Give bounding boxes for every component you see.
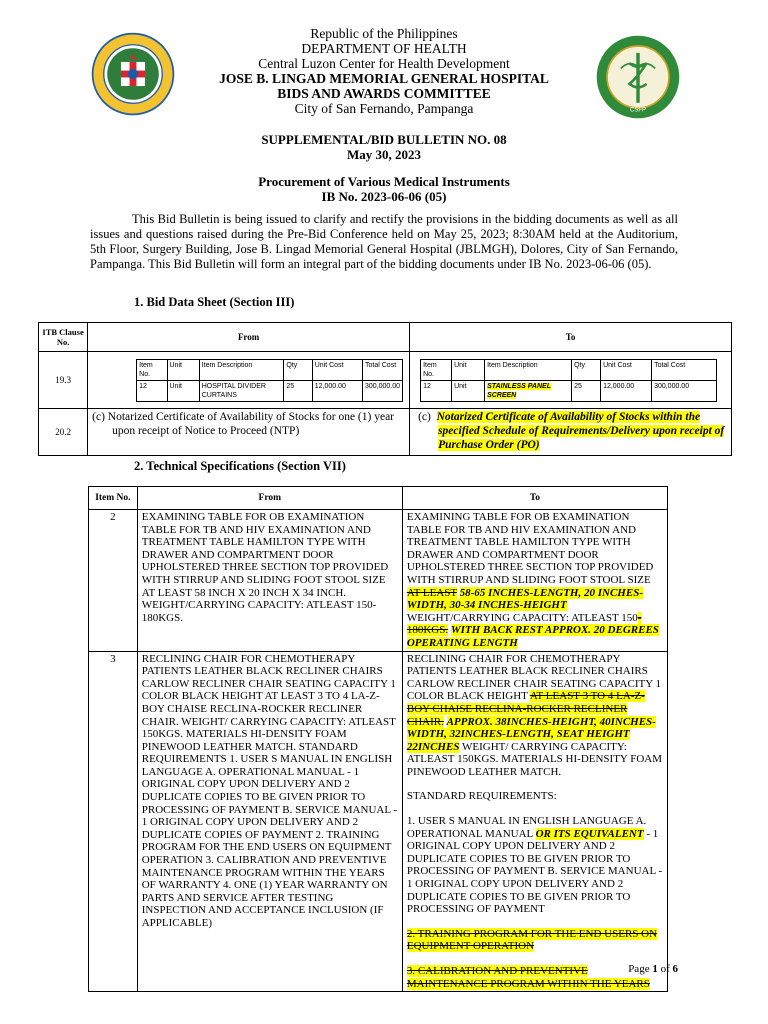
inner-header-item: Item No.	[137, 360, 167, 381]
inner-header-row	[421, 360, 717, 381]
inner-cell: 25	[572, 381, 601, 402]
inner-header-qty: Qty	[572, 360, 601, 381]
from-cell-text: EXAMINING TABLE FOR OB EXAMINATION TABLE FOR TB AND HIV EXAMINATION AND TREATMENT TABLE HAMILTON TYPE WITH DRAWER AND COMPARTMENT DOOR UPHOLSTERED THREE SECTION TOP PROVIDED WITH STIRRUP AND SLIDING FOOT STOOL SIZE AT LEAST 58 INCH X 20 INCH X 34 INCH. WEIGHT/CARRYING CAPACITY: ATLEAST 150-180KGS.	[137, 510, 402, 652]
header-to: To	[402, 487, 667, 510]
inserted-text: OR ITS EQUIVALENT	[535, 827, 644, 840]
table-header-row	[89, 487, 668, 510]
inner-cell: Unit	[452, 381, 485, 402]
section1-heading: 1. Bid Data Sheet (Section III)	[134, 295, 295, 309]
inner-cell: 300,000.00	[363, 381, 403, 402]
inner-cell: 300,000.00	[652, 381, 717, 402]
header-from: From	[88, 323, 410, 352]
from-item-table	[136, 359, 403, 402]
header-bac: BIDS AND AWARDS COMMITTEE	[277, 86, 491, 101]
text-run: EXAMINING TABLE FOR OB EXAMINATION TABLE FOR TB AND HIV EXAMINATION AND TREATMENT TABLE HAMILTON TYPE WITH DRAWER AND COMPARTMENT DOOR UPHOLSTERED THREE SECTION TOP PROVIDED WITH STIRRUP AND SLIDING FOOT STOOL SIZE	[406, 511, 654, 586]
inner-row	[421, 381, 717, 402]
highlighted-change: Notarized Certificate of Availability of Stocks within the specified Schedule of Requirements/Delivery upon receipt of Purchase Order (PO)	[436, 411, 725, 451]
to-prefix: (c)	[418, 411, 431, 423]
to-item-table	[420, 359, 717, 402]
deleted-text: 2. TRAINING PROGRAM FOR THE END USERS ON EQUIPMENT OPERATION	[406, 927, 658, 953]
page-number: 1	[652, 963, 658, 975]
inner-header-unit-cost: Unit Cost	[601, 360, 652, 381]
deleted-text: 3. CALIBRATION AND PREVENTIVE MAINTENANCE PROGRAM WITHIN THE YEARS	[406, 965, 650, 990]
inner-header-unit: Unit	[167, 360, 199, 381]
item-no-cell: 2	[89, 510, 138, 652]
text-run: RECLINING CHAIR FOR CHEMOTHERAPY PATIENTS LEATHER BLACK RECLINER CHAIRS CARLOW RECLINER CHAIR SEATING CAPACITY 1 COLOR BLACK HEIGHT	[406, 652, 661, 703]
inner-cell: HOSPITAL DIVIDER CURTAINS	[199, 381, 284, 402]
from-cell	[88, 352, 410, 409]
page-of: of	[660, 963, 670, 975]
to-cell-text	[402, 651, 667, 992]
text-run: WEIGHT/CARRYING CAPACITY: ATLEAST 150	[406, 611, 638, 624]
subject-block	[0, 174, 768, 204]
seal-bottom-text: CSFP	[629, 107, 647, 114]
inner-header-item: Item No.	[421, 360, 452, 381]
deleted-text: AT LEAST	[406, 586, 457, 599]
inner-header-total-cost: Total Cost	[652, 360, 717, 381]
clause-cell: 20.2	[39, 409, 88, 456]
header-republic: Republic of the Philippines	[310, 26, 458, 41]
inserted-text: APPROX. 38INCHES-HEIGHT, 40INCHES-WIDTH, 32INCHES-LENGTH, SEAT HEIGHT 22INCHES	[406, 715, 656, 753]
highlighted-description: STAINLESS PANEL SCREEN	[487, 383, 551, 399]
inner-cell: Unit	[167, 381, 199, 402]
table-row	[39, 409, 732, 456]
header-item-no: Item No.	[89, 487, 138, 510]
table-row	[39, 352, 732, 409]
inner-header-description: Item Description	[199, 360, 284, 381]
section2-heading: 2. Technical Specifications (Section VII)	[134, 459, 346, 473]
inner-header-unit: Unit	[452, 360, 485, 381]
header-city: City of San Fernando, Pampanga	[294, 101, 474, 116]
item-no-cell: 3	[89, 651, 138, 992]
bulletin-title: SUPPLEMENTAL/BID BULLETIN NO. 08	[261, 132, 507, 147]
header-center: Central Luzon Center for Health Development	[258, 56, 510, 71]
page-total: 6	[672, 963, 678, 975]
to-cell	[410, 352, 732, 409]
inner-header-total-cost: Total Cost	[363, 360, 403, 381]
inner-cell: 12	[421, 381, 452, 402]
inner-cell-highlight	[485, 381, 572, 402]
inner-cell: 25	[284, 381, 312, 402]
inserted-text: 58-65 INCHES-LENGTH, 20 INCHES-WIDTH, 30-34 INCHES-HEIGHT	[406, 586, 643, 612]
subject-title: Procurement of Various Medical Instruments	[258, 174, 510, 189]
text-run: 1. USER S MANUAL IN ENGLISH LANGUAGE A. OPERATIONAL MANUAL	[406, 815, 647, 840]
inserted-text: WITH BACK REST APPROX. 20 DEGREES OPERATING LENGTH	[406, 624, 659, 649]
inner-cell: 12,000.00	[601, 381, 652, 402]
bid-data-sheet-table	[38, 322, 732, 456]
requirement-2	[407, 928, 663, 953]
requirement-1	[407, 815, 663, 916]
to-cell-text	[410, 409, 732, 456]
from-cell-text: (c) Notarized Certificate of Availability of Stocks for one (1) year upon receipt of Notice to Proceed (NTP)	[88, 409, 410, 456]
inner-cell: 12,000.00	[312, 381, 362, 402]
deleted-text: -180KGS.	[406, 611, 642, 637]
table-row	[89, 510, 668, 652]
inner-header-unit-cost: Unit Cost	[312, 360, 362, 381]
inner-header-row	[137, 360, 403, 381]
from-cell-text: RECLINING CHAIR FOR CHEMOTHERAPY PATIENTS LEATHER BLACK RECLINER CHAIRS CARLOW RECLINER CHAIR SEATING CAPACITY 1 COLOR BLACK HEIGHT AT LEAST 3 TO 4 LA-Z-BOY CHAISE RECLINA-ROCKER RECLINER CHAIR. WEIGHT/ CARRYING CAPACITY: ATLEAST 150KGS. MATERIALS HI-DENSITY FOAM PINEWOOD LEATHER MATCH. STANDARD REQUIREMENTS 1. USER S MANUAL IN ENGLISH LANGUAGE A. OPERATIONAL MANUAL - 1 ORIGINAL COPY UPON DELIVERY AND 2 DUPLICATE COPIES TO BE GIVEN PRIOR TO PROCESSING OF PAYMENT B. SERVICE MANUAL - 1 ORIGINAL COPY UPON DELIVERY AND 2 DUPLICATE COPIES OF PAYMENT 2. TRAINING PROGRAM FOR THE END USERS ON EQUIPMENT OPERATION 3. CALIBRATION AND PREVENTIVE MAINTENANCE PROGRAM WITHIN THE YEARS OF WARRANTY 4. ONE (1) YEAR WARRANTY ON PARTS AND SERVICE AFTER TESTING INSPECTION AND ACCEPTANCE INCLUSION (IF APPLICABLE)	[137, 651, 402, 992]
deleted-text: AT LEAST 3 TO 4 LA-Z-BOY CHAISE RECLINA-ROCKER RECLINER CHAIR.	[406, 690, 645, 728]
ib-number: IB No. 2023-06-06 (05)	[321, 189, 447, 204]
header-department: DEPARTMENT OF HEALTH	[301, 41, 467, 56]
page-footer	[628, 963, 678, 975]
inner-header-description: Item Description	[485, 360, 572, 381]
technical-specifications-table	[88, 486, 668, 992]
inner-header-qty: Qty	[284, 360, 312, 381]
standard-requirements-label: STANDARD REQUIREMENTS:	[406, 790, 557, 803]
table-row	[89, 651, 668, 992]
inner-row	[137, 381, 403, 402]
letterhead	[0, 26, 768, 116]
inner-cell: 12	[137, 381, 167, 402]
text-run: WEIGHT/ CARRYING CAPACITY: ATLEAST 150KGS. MATERIALS HI-DENSITY FOAM PINEWOOD LEATHER MATCH.	[406, 740, 663, 778]
bulletin-title-block	[0, 132, 768, 162]
requirement-3	[407, 965, 663, 990]
bulletin-date: May 30, 2023	[346, 147, 422, 162]
to-cell-text	[402, 510, 667, 652]
header-hospital: JOSE B. LINGAD MEMORIAL GENERAL HOSPITAL	[219, 71, 549, 86]
text-run: - 1 ORIGINAL COPY UPON DELIVERY AND 2 DUPLICATE COPIES TO BE GIVEN PRIOR TO PROCESSING OF PAYMENT B. SERVICE MANUAL - 1 ORIGINAL COPY UPON DELIVERY AND 2 DUPLICATE COPIES TO BE GIVEN PRIOR TO PROCESSING OF PAYMENT	[406, 827, 663, 916]
header-from: From	[137, 487, 402, 510]
header-to: To	[410, 323, 732, 352]
clause-cell: 19.3	[39, 352, 88, 409]
page-label: Page	[628, 963, 650, 975]
intro-paragraph: This Bid Bulletin is being issued to clarify and rectify the provisions in the bidding documents as well as all issues and questions raised during the Pre-Bid Conference held on May 25, 2023; 8:30AM held at the Auditorium, 5th Floor, Surgery Building, Jose B. Lingad Memorial General Hospital (JBLMGH), Dolores, City of San Fernando, Pampanga. This Bid Bulletin will form an integral part of the bidding documents under IB No. 2023-06-06 (05).	[90, 212, 678, 271]
table-header-row	[39, 323, 732, 352]
header-itb-clause: ITB Clause No.	[39, 323, 88, 352]
